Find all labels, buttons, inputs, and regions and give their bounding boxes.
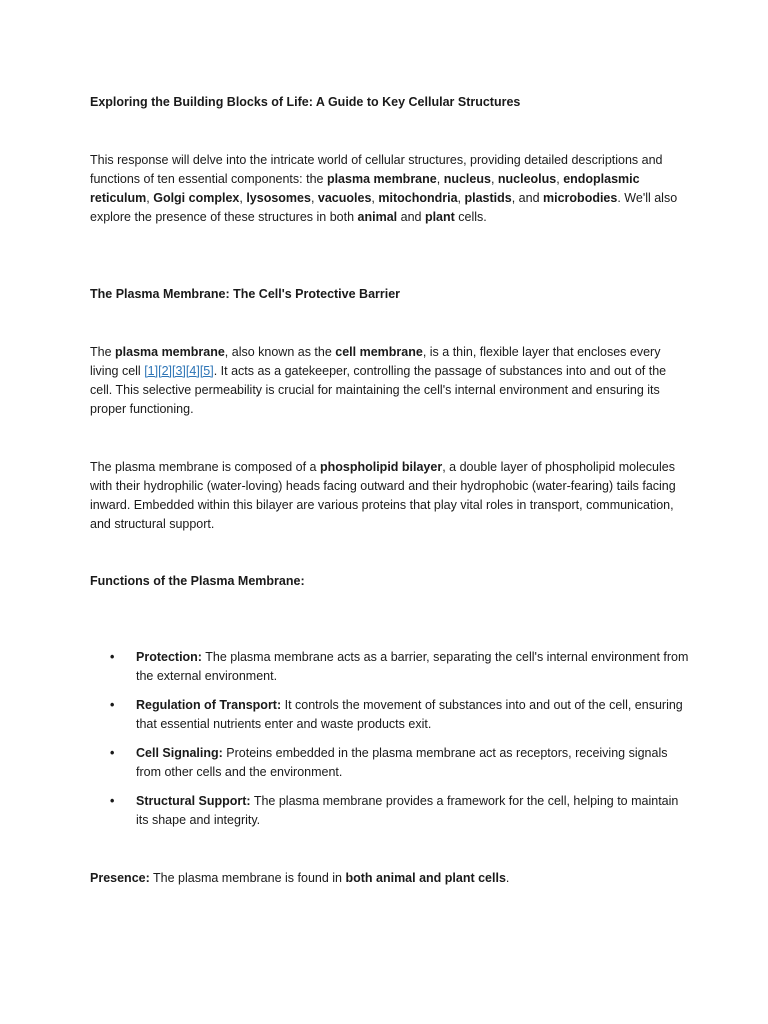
presence-paragraph [90, 869, 690, 888]
list-item [90, 744, 690, 782]
term-vacuoles: vacuoles [317, 191, 372, 205]
intro-text: , [371, 191, 379, 205]
para-text: The plasma membrane is composed of a [90, 460, 320, 474]
term-plant: plant [424, 210, 455, 224]
list-item [90, 792, 690, 830]
term-plasma-membrane: plasma membrane [115, 345, 225, 359]
intro-text: , [436, 172, 444, 186]
citation-link-5[interactable]: [5] [199, 364, 214, 378]
term-animal: animal [357, 210, 398, 224]
term-phospholipid-bilayer: phospholipid bilayer [319, 460, 443, 474]
para-text: , a double layer of phospholipid molecules with their hydrophilic (water-loving) heads facing outward and their hydrophobic (water-fearing) tails facing inward. Embedded within this bilayer are various proteins that play vital roles in transport, communication, and structural support. [90, 460, 676, 531]
para-text: , is a thin, flexible layer that encloses every living cell [90, 345, 661, 378]
intro-text: , [556, 172, 564, 186]
bilayer-paragraph [90, 458, 690, 534]
bullet-icon: • [110, 794, 115, 808]
intro-text: , [239, 191, 247, 205]
function-text: It controls the movement of substances into and out of the cell, ensuring that essential nutrients enter and waste products exit. [136, 698, 683, 731]
term-plasma-membrane: plasma membrane [326, 172, 437, 186]
para-text: . It acts as a gatekeeper, controlling the passage of substances into and out of the cell. This selective permeability is crucial for maintaining the cell's internal environment and ensuring its proper functioning. [90, 364, 667, 416]
presence-label: Presence: [90, 871, 150, 885]
functions-heading: Functions of the Plasma Membrane: [90, 574, 305, 588]
term-endoplasmic-reticulum: endoplasmic reticulum [90, 172, 640, 205]
term-mitochondria: mitochondria [378, 191, 458, 205]
intro-paragraph [90, 151, 690, 227]
intro-text: , [457, 191, 465, 205]
bullet-icon: • [110, 650, 115, 664]
para-text: The plasma membrane is found in [149, 871, 346, 885]
para-text: , also known as the [224, 345, 336, 359]
section-heading: The Plasma Membrane: The Cell's Protective Barrier [90, 287, 401, 301]
plasma-membrane-paragraph [90, 343, 690, 419]
term-nucleus: nucleus [443, 172, 491, 186]
document-title: Exploring the Building Blocks of Life: A Guide to Key Cellular Structures [90, 95, 521, 109]
function-text: The plasma membrane provides a framework for the cell, helping to maintain its shape and integrity. [136, 794, 679, 827]
citation-link-4[interactable]: [4] [185, 364, 200, 378]
term-golgi-complex: Golgi complex [153, 191, 240, 205]
term-microbodies: microbodies [543, 191, 618, 205]
intro-text: , [490, 172, 498, 186]
intro-text: and [397, 210, 425, 224]
bullet-icon: • [110, 698, 115, 712]
citation-link-1[interactable]: [1] [144, 364, 159, 378]
function-label: Cell Signaling: [136, 746, 223, 760]
citation-link-3[interactable]: [3] [172, 364, 186, 378]
term-cell-membrane: cell membrane [335, 345, 423, 359]
citation-link-2[interactable]: [2] [158, 364, 172, 378]
intro-text: This response will delve into the intricate world of cellular structures, providing detailed descriptions and functions of ten essential components: the [90, 153, 663, 186]
function-text: The plasma membrane acts as a barrier, separating the cell's internal environment from the external environment. [136, 650, 689, 683]
functions-list [90, 648, 690, 840]
function-text: Proteins embedded in the plasma membrane act as receptors, receiving signals from other cells and the environment. [136, 746, 668, 779]
bullet-icon: • [110, 746, 115, 760]
term-nucleolus: nucleolus [497, 172, 557, 186]
term-lysosomes: lysosomes [246, 191, 311, 205]
intro-text: , [310, 191, 318, 205]
intro-text: , and [511, 191, 544, 205]
term-plastids: plastids [464, 191, 512, 205]
list-item [90, 696, 690, 734]
function-label: Regulation of Transport: [136, 698, 282, 712]
para-text: . [505, 871, 510, 885]
para-text: The [90, 345, 116, 359]
intro-text: . We'll also explore the presence of these structures in both [90, 191, 678, 224]
list-item [90, 648, 690, 686]
function-label: Structural Support: [136, 794, 251, 808]
intro-text: cells. [454, 210, 487, 224]
presence-value: both animal and plant cells [345, 871, 506, 885]
intro-text: , [146, 191, 154, 205]
function-label: Protection: [136, 650, 202, 664]
